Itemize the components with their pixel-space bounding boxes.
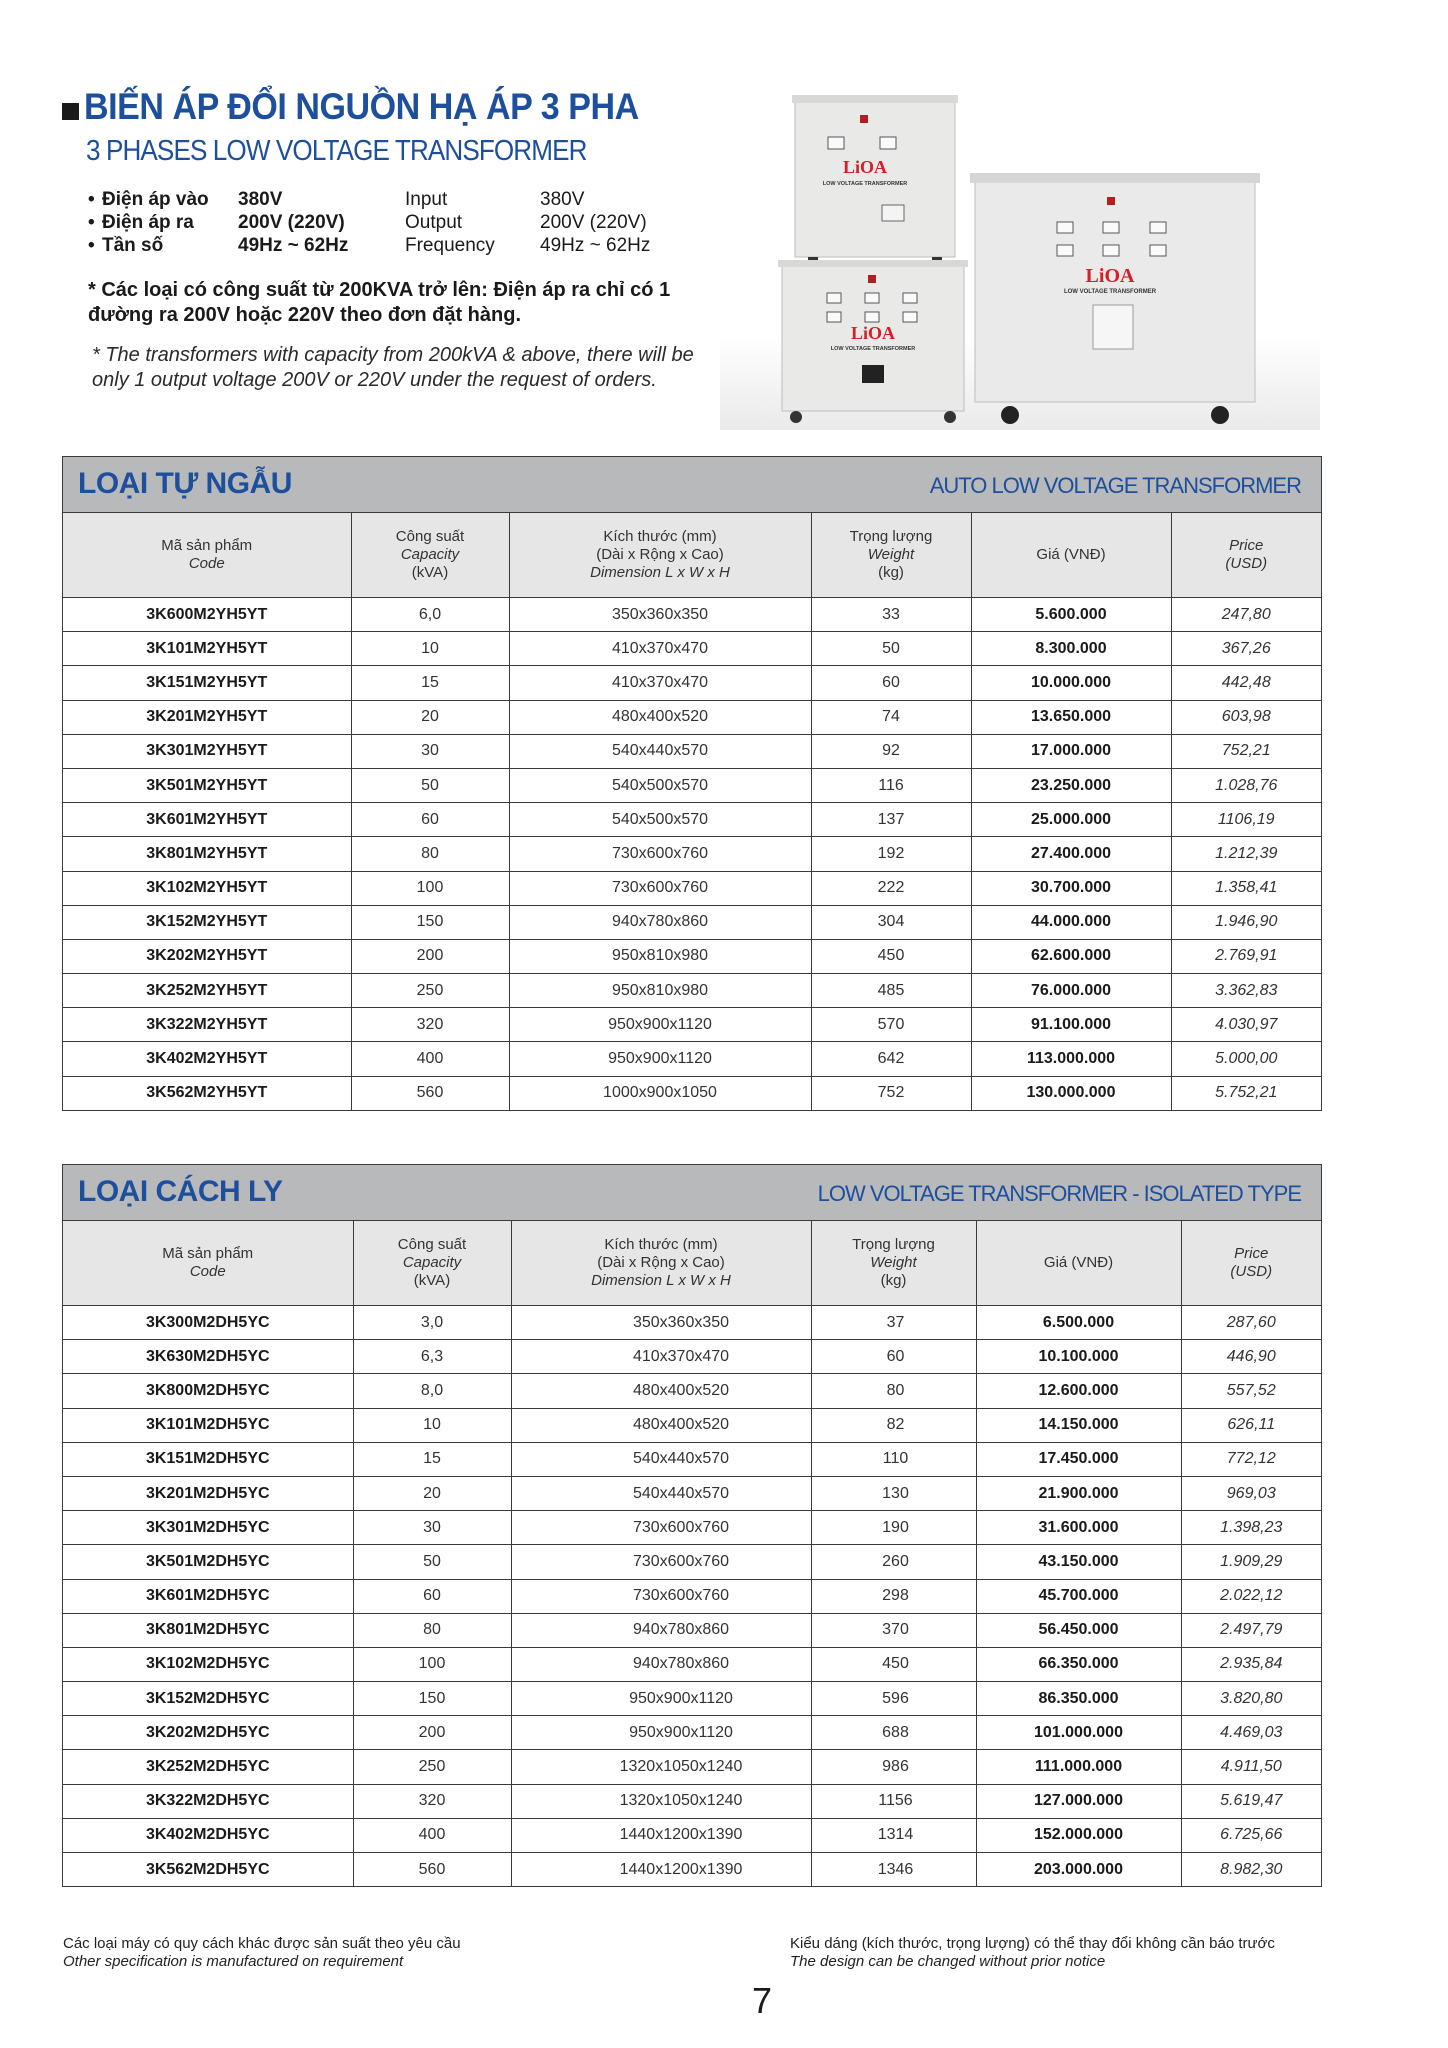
price-vnd-cell: 76.000.000 [971,974,1171,1008]
spec-value-en: 49Hz ~ 62Hz [540,235,651,256]
table-row [63,837,1321,871]
spec-label-vi: Điện áp vào [102,189,209,210]
price-usd-cell: 969,03 [1181,1476,1321,1510]
price-usd-cell: 442,48 [1171,666,1321,700]
dimension-cell: 950x900x1120 [511,1716,811,1750]
capacity-cell: 320 [351,1008,509,1042]
dimension-cell: 480x400x520 [511,1374,811,1408]
table-row [63,1476,1321,1510]
price-vnd-cell: 62.600.000 [971,939,1171,973]
spec-value-vi: 200V (220V) [238,212,345,233]
dimension-cell: 480x400x520 [509,700,811,734]
col-header-price-usd: Price (USD) [1181,1221,1321,1306]
price-usd-cell: 3.362,83 [1171,974,1321,1008]
price-vnd-cell: 17.000.000 [971,734,1171,768]
price-vnd-cell: 45.700.000 [976,1579,1181,1613]
price-usd-cell: 752,21 [1171,734,1321,768]
table-row [63,666,1321,700]
svg-text:LiOA: LiOA [850,323,896,343]
bullet-icon: • [88,212,95,233]
weight-cell: 190 [811,1511,976,1545]
price-vnd-cell: 8.300.000 [971,632,1171,666]
price-vnd-cell: 101.000.000 [976,1716,1181,1750]
weight-cell: 688 [811,1716,976,1750]
price-usd-cell: 5.000,00 [1171,1042,1321,1076]
price-vnd-cell: 66.350.000 [976,1647,1181,1681]
weight-cell: 130 [811,1476,976,1510]
product-code-cell: 3K600M2YH5YT [63,598,351,632]
price-usd-cell: 6.725,66 [1181,1818,1321,1852]
weight-cell: 298 [811,1579,976,1613]
price-usd-cell: 1.028,76 [1171,768,1321,802]
footer-note-right: Kiểu dáng (kích thước, trọng lượng) có thể thay đổi không cần báo trước The design can be changed without prior notice [790,1935,1275,1970]
weight-cell: 82 [811,1408,976,1442]
spec-value-vi: 380V [238,189,283,210]
transformer-large [970,173,1260,424]
price-table [63,513,1321,1110]
price-vnd-cell: 43.150.000 [976,1545,1181,1579]
dimension-cell: 730x600x760 [509,871,811,905]
spec-value-vi: 49Hz ~ 62Hz [238,235,349,256]
weight-cell: 986 [811,1750,976,1784]
isolated-transformer-table [62,1164,1322,1887]
product-code-cell: 3K201M2YH5YT [63,700,351,734]
product-code-cell: 3K202M2YH5YT [63,939,351,973]
table-row [63,1442,1321,1476]
product-code-cell: 3K402M2YH5YT [63,1042,351,1076]
dimension-cell: 540x440x570 [511,1476,811,1510]
price-usd-cell: 1.358,41 [1171,871,1321,905]
weight-cell: 60 [811,666,971,700]
price-vnd-cell: 127.000.000 [976,1784,1181,1818]
weight-cell: 137 [811,803,971,837]
price-usd-cell: 5.752,21 [1215,1084,1278,1102]
table-title-vi: LOẠI TỰ NGẪU [78,467,292,500]
price-vnd-cell: 44.000.000 [971,905,1171,939]
transformer-illustration [720,85,1320,430]
dimension-cell: 540x500x570 [509,768,811,802]
capacity-cell: 100 [351,871,509,905]
weight-cell: 450 [811,939,971,973]
table-row [63,598,1321,632]
price-usd-cell: 1.212,39 [1171,837,1321,871]
price-usd-cell: 4.469,03 [1181,1716,1321,1750]
product-code-cell: 3K300M2DH5YC [63,1306,353,1340]
price-vnd-cell: 152.000.000 [976,1818,1181,1852]
table-row [63,700,1321,734]
table-row [63,632,1321,666]
product-code-cell: 3K102M2DH5YC [63,1647,353,1681]
table-row [63,1579,1321,1613]
price-vnd-cell: 12.600.000 [976,1374,1181,1408]
weight-cell: 370 [811,1613,976,1647]
capacity-cell: 20 [353,1476,511,1510]
product-code-cell: 3K252M2YH5YT [63,974,351,1008]
col-header-code: Mã sản phẩm Code [63,513,351,598]
price-usd-cell: 3.820,80 [1181,1682,1321,1716]
spec-label-en: Input [405,189,448,210]
table-header-row [63,1221,1321,1306]
col-header-dimension: Kích thước (mm) (Dài x Rộng x Cao) Dimension L x W x H [511,1221,811,1306]
footer-note-left: Các loại máy có quy cách khác được sản suất theo yêu cầu Other specification is manufactured on requirement [63,1935,461,1970]
col-header-price-usd: Price (USD) [1171,513,1321,598]
product-code-cell: 3K301M2DH5YC [63,1511,353,1545]
dimension-cell: 950x900x1120 [511,1682,811,1716]
bullet-icon: • [88,235,95,256]
weight-cell: 570 [811,1008,971,1042]
table-row [63,974,1321,1008]
weight-cell: 110 [811,1442,976,1476]
col-header-price-vnd: Giá (VNĐ) [971,513,1171,598]
table-title-bar [63,457,1321,513]
capacity-cell: 30 [353,1511,511,1545]
dimension-cell: 350x360x350 [509,598,811,632]
weight-cell: 33 [811,598,971,632]
price-vnd-cell: 27.400.000 [971,837,1171,871]
price-usd-cell: 4.911,50 [1181,1750,1321,1784]
price-vnd-cell: 10.000.000 [971,666,1171,700]
product-code-cell: 3K201M2DH5YC [63,1476,353,1510]
product-code-cell: 3K601M2YH5YT [63,803,351,837]
table-row [63,1784,1321,1818]
dimension-cell: 1440x1200x1390 [511,1818,811,1852]
col-header-capacity: Công suất Capacity (kVA) [351,513,509,598]
auto-transformer-table [62,456,1322,1111]
spec-label-en: Frequency [405,235,495,256]
dimension-cell: 410x370x470 [511,1340,811,1374]
price-vnd-cell: 91.100.000 [971,1008,1171,1042]
dimension-cell: 950x810x980 [509,939,811,973]
weight-cell: 74 [811,700,971,734]
capacity-cell: 6,0 [351,598,509,632]
product-code-cell: 3K801M2DH5YC [63,1613,353,1647]
product-code-cell: 3K252M2DH5YC [63,1750,353,1784]
table-title-bar [63,1165,1321,1221]
weight-cell: 304 [811,905,971,939]
spec-label-en: Output [405,212,463,233]
dimension-cell: 940x780x860 [509,905,811,939]
capacity-cell: 80 [351,837,509,871]
dimension-cell: 350x360x350 [511,1306,811,1340]
capacity-cell: 100 [353,1647,511,1681]
price-usd-cell: 5.619,47 [1181,1784,1321,1818]
capacity-cell: 200 [353,1716,511,1750]
product-code-cell: 3K202M2DH5YC [63,1716,353,1750]
price-vnd-cell: 56.450.000 [976,1613,1181,1647]
product-photo [720,85,1320,430]
price-vnd-cell: 113.000.000 [971,1042,1171,1076]
table-title-en: AUTO LOW VOLTAGE TRANSFORMER [929,473,1301,498]
weight-cell: 80 [811,1374,976,1408]
price-usd-cell: 557,52 [1181,1374,1321,1408]
svg-text:LiOA: LiOA [1085,265,1135,287]
dimension-cell: 730x600x760 [511,1579,811,1613]
capacity-cell: 560 [351,1076,509,1110]
product-code-cell: 3K322M2DH5YC [63,1784,353,1818]
price-usd-cell: 367,26 [1171,632,1321,666]
dimension-cell: 1000x900x1050 [509,1076,811,1110]
capacity-cell: 560 [353,1853,511,1887]
dimension-cell: 540x440x570 [509,734,811,768]
product-code-cell: 3K630M2DH5YC [63,1340,353,1374]
table-row [63,1042,1321,1076]
weight-cell: 450 [811,1647,976,1681]
price-vnd-cell: 21.900.000 [976,1476,1181,1510]
capacity-cell: 80 [353,1613,511,1647]
capacity-cell: 150 [353,1682,511,1716]
product-code-cell: 3K152M2YH5YT [63,905,351,939]
dimension-cell: 730x600x760 [509,837,811,871]
spec-label-vi: Tần số [102,235,164,256]
dimension-cell: 410x370x470 [509,666,811,700]
price-usd-cell: 2.769,91 [1171,939,1321,973]
svg-text:LOW VOLTAGE TRANSFORMER: LOW VOLTAGE TRANSFORMER [830,346,916,352]
weight-cell: 222 [811,871,971,905]
product-code-cell: 3K501M2DH5YC [63,1545,353,1579]
table-row [63,871,1321,905]
price-usd-cell: 287,60 [1181,1306,1321,1340]
price-usd-cell: 1.909,29 [1181,1545,1321,1579]
col-header-weight: Trọng lượng Weight (kg) [811,513,971,598]
product-code-cell: 3K601M2DH5YC [63,1579,353,1613]
svg-text:LOW VOLTAGE TRANSFORMER: LOW VOLTAGE TRANSFORMER [1063,289,1157,295]
price-vnd-cell: 30.700.000 [971,871,1171,905]
capacity-cell: 30 [351,734,509,768]
product-code-cell: 3K101M2YH5YT [63,632,351,666]
product-code-cell: 3K402M2DH5YC [63,1818,353,1852]
col-header-price-vnd: Giá (VNĐ) [976,1221,1181,1306]
capacity-cell: 200 [351,939,509,973]
dimension-cell: 730x600x760 [511,1511,811,1545]
product-code-cell: 3K562M2YH5YT [63,1076,351,1110]
title-bullet-square [62,103,79,120]
capacity-cell: 10 [351,632,509,666]
capacity-cell: 15 [353,1442,511,1476]
price-usd-cell: 4.030,97 [1171,1008,1321,1042]
dimension-cell: 950x900x1120 [509,1042,811,1076]
spec-value-en: 200V (220V) [540,212,647,233]
price-vnd-cell: 13.650.000 [971,700,1171,734]
capacity-cell: 400 [353,1818,511,1852]
table-title-en: LOW VOLTAGE TRANSFORMER - ISOLATED TYPE [817,1181,1301,1206]
capacity-cell: 50 [351,768,509,802]
capacity-cell: 15 [351,666,509,700]
product-code-cell: 3K501M2YH5YT [63,768,351,802]
page-title: BIẾN ÁP ĐỔI NGUỒN HẠ ÁP 3 PHA [84,86,639,127]
price-vnd-cell: 31.600.000 [976,1511,1181,1545]
table-header-row [63,513,1321,598]
price-usd-cell: 2.497,79 [1181,1613,1321,1647]
weight-cell: 752 [811,1076,971,1110]
dimension-cell: 950x900x1120 [509,1008,811,1042]
transformer-small [792,95,958,263]
weight-cell: 50 [811,632,971,666]
product-code-cell: 3K801M2YH5YT [63,837,351,871]
note-vietnamese: * Các loại có công suất từ 200KVA trở lên: Điện áp ra chỉ có 1 đường ra 200V hoặc 220V theo đơn đặt hàng. [88,279,671,326]
product-code-cell: 3K101M2DH5YC [63,1408,353,1442]
table-row [63,1076,1321,1110]
table-row [63,1853,1321,1887]
capacity-cell: 320 [353,1784,511,1818]
table-row [63,1613,1321,1647]
transformer-medium [778,260,968,423]
table-row [63,1682,1321,1716]
col-header-weight: Trọng lượng Weight (kg) [811,1221,976,1306]
table-row [63,1545,1321,1579]
capacity-cell: 250 [351,974,509,1008]
spec-value-en: 380V [540,189,585,210]
weight-cell: 37 [811,1306,976,1340]
weight-cell: 60 [811,1340,976,1374]
page-number: 7 [752,1980,773,2021]
price-vnd-cell: 17.450.000 [976,1442,1181,1476]
weight-cell: 485 [811,974,971,1008]
weight-cell: 116 [811,768,971,802]
table-row [63,1008,1321,1042]
bullet-icon: • [88,189,95,210]
table-row [63,1818,1321,1852]
col-header-dimension: Kích thước (mm) (Dài x Rộng x Cao) Dimension L x W x H [509,513,811,598]
price-vnd-cell: 130.000.000 [971,1076,1171,1110]
price-vnd-cell: 203.000.000 [976,1853,1181,1887]
table-row [63,1511,1321,1545]
spec-label-vi: Điện áp ra [102,212,194,233]
price-usd-cell: 772,12 [1181,1442,1321,1476]
price-usd-cell: 8.982,30 [1220,1860,1283,1878]
dimension-cell: 1320x1050x1240 [511,1750,811,1784]
product-code-cell: 3K322M2YH5YT [63,1008,351,1042]
price-table [63,1221,1321,1886]
price-vnd-cell: 111.000.000 [976,1750,1181,1784]
weight-cell: 260 [811,1545,976,1579]
capacity-cell: 3,0 [353,1306,511,1340]
page-subtitle: 3 PHASES LOW VOLTAGE TRANSFORMER [86,135,587,167]
price-vnd-cell: 10.100.000 [976,1340,1181,1374]
price-vnd-cell: 14.150.000 [976,1408,1181,1442]
table-row [63,803,1321,837]
price-usd-cell: 247,80 [1171,598,1321,632]
product-code-cell: 3K151M2DH5YC [63,1442,353,1476]
product-code-cell: 3K102M2YH5YT [63,871,351,905]
price-vnd-cell: 86.350.000 [976,1682,1181,1716]
capacity-cell: 8,0 [353,1374,511,1408]
table-row [63,1408,1321,1442]
weight-cell: 1156 [811,1784,976,1818]
weight-cell: 642 [811,1042,971,1076]
price-vnd-cell: 23.250.000 [971,768,1171,802]
table-title-vi: LOẠI CÁCH LY [78,1175,283,1208]
capacity-cell: 60 [353,1579,511,1613]
weight-cell: 1314 [811,1818,976,1852]
dimension-cell: 730x600x760 [511,1545,811,1579]
capacity-cell: 6,3 [353,1340,511,1374]
svg-text:LOW VOLTAGE TRANSFORMER: LOW VOLTAGE TRANSFORMER [822,181,908,187]
table-row [63,905,1321,939]
price-usd-cell: 2.935,84 [1181,1647,1321,1681]
dimension-cell: 540x500x570 [509,803,811,837]
capacity-cell: 20 [351,700,509,734]
table-row [63,1750,1321,1784]
capacity-cell: 50 [353,1545,511,1579]
col-header-code: Mã sản phẩm Code [63,1221,353,1306]
table-row [63,1374,1321,1408]
weight-cell: 596 [811,1682,976,1716]
price-vnd-cell: 5.600.000 [971,598,1171,632]
capacity-cell: 250 [353,1750,511,1784]
table-row [63,1647,1321,1681]
table-row [63,1340,1321,1374]
dimension-cell: 1320x1050x1240 [511,1784,811,1818]
dimension-cell: 540x440x570 [511,1442,811,1476]
product-code-cell: 3K800M2DH5YC [63,1374,353,1408]
price-usd-cell: 1.946,90 [1171,905,1321,939]
product-code-cell: 3K152M2DH5YC [63,1682,353,1716]
capacity-cell: 60 [351,803,509,837]
dimension-cell: 940x780x860 [511,1613,811,1647]
capacity-cell: 150 [351,905,509,939]
brand-logo: LiOA [842,157,888,177]
price-usd-cell: 1106,19 [1171,803,1321,837]
product-code-cell: 3K151M2YH5YT [63,666,351,700]
note-english: * The transformers with capacity from 200kVA & above, there will be only 1 output voltage 200V or 220V under the request of orders. [92,344,694,391]
product-code-cell: 3K562M2DH5YC [63,1853,353,1887]
table-row [63,1306,1321,1340]
capacity-cell: 400 [351,1042,509,1076]
col-header-capacity: Công suất Capacity (kVA) [353,1221,511,1306]
table-row [63,1716,1321,1750]
dimension-cell: 940x780x860 [511,1647,811,1681]
dimension-cell: 950x810x980 [509,974,811,1008]
price-usd-cell: 1.398,23 [1181,1511,1321,1545]
price-usd-cell: 626,11 [1181,1408,1321,1442]
price-vnd-cell: 6.500.000 [976,1306,1181,1340]
capacity-cell: 10 [353,1408,511,1442]
table-row [63,768,1321,802]
dimension-cell: 480x400x520 [511,1408,811,1442]
table-row [63,939,1321,973]
price-vnd-cell: 25.000.000 [971,803,1171,837]
price-usd-cell: 446,90 [1181,1340,1321,1374]
dimension-cell: 1440x1200x1390 [511,1853,811,1887]
table-row [63,734,1321,768]
dimension-cell: 410x370x470 [509,632,811,666]
weight-cell: 192 [811,837,971,871]
weight-cell: 92 [811,734,971,768]
weight-cell: 1346 [811,1853,976,1887]
product-code-cell: 3K301M2YH5YT [63,734,351,768]
price-usd-cell: 603,98 [1171,700,1321,734]
price-usd-cell: 2.022,12 [1181,1579,1321,1613]
